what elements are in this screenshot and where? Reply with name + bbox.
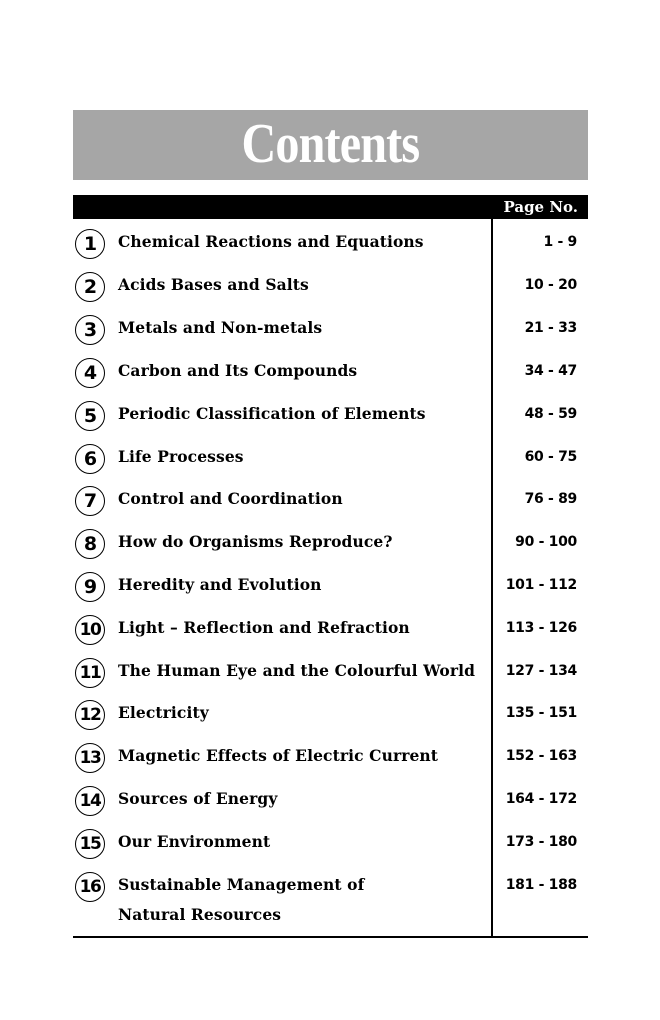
chapter-title — [118, 317, 322, 339]
chapter-title-text: Life Processes — [118, 447, 244, 466]
page-range: 1 - 9 — [543, 234, 577, 250]
chapter-number-badge: 12 — [75, 700, 105, 730]
chapter-title — [118, 531, 393, 553]
chapter-title — [118, 788, 277, 810]
chapter-number-badge: 4 — [75, 358, 105, 388]
chapter-number-badge: 10 — [75, 615, 105, 645]
chapter-number-badge: 13 — [75, 743, 105, 773]
chapter-number-badge: 14 — [75, 786, 105, 816]
chapter-title — [118, 231, 424, 253]
chapter-number-badge: 11 — [75, 658, 105, 688]
chapter-number-badge: 1 — [75, 229, 105, 259]
chapter-title-text: Magnetic Effects of Electric Current — [118, 746, 439, 765]
page-range: 90 - 100 — [515, 534, 577, 550]
page-range: 34 - 47 — [524, 363, 577, 379]
chapter-title-text: Control and Coordination — [118, 489, 343, 508]
chapter-title — [118, 403, 426, 425]
page-range: 113 - 126 — [505, 620, 577, 636]
page-range: 164 - 172 — [505, 791, 577, 807]
chapter-title — [118, 874, 364, 926]
chapter-title — [118, 274, 309, 296]
chapter-number-badge: 16 — [75, 872, 105, 902]
chapter-number-badge: 7 — [75, 486, 105, 516]
page-range: 10 - 20 — [524, 277, 577, 293]
chapter-title-text: Sources of Energy — [118, 789, 278, 808]
chapter-number-badge: 15 — [75, 829, 105, 859]
page-range: 152 - 163 — [505, 748, 577, 764]
header-bar — [73, 195, 588, 219]
page-range: 135 - 151 — [505, 705, 577, 721]
chapter-title — [118, 446, 244, 468]
chapter-title — [118, 488, 343, 510]
chapter-title-text: Periodic Classification of Elements — [118, 404, 426, 423]
page-range: 60 - 75 — [524, 449, 577, 465]
page-range: 127 - 134 — [505, 663, 577, 679]
title-band — [73, 110, 588, 180]
column-divider — [491, 219, 493, 937]
page-title: Contents — [241, 113, 420, 175]
page-range: 173 - 180 — [505, 834, 577, 850]
chapter-title-text: Metals and Non-metals — [118, 318, 323, 337]
chapter-title — [118, 745, 438, 767]
bottom-rule — [73, 936, 588, 938]
chapter-number-badge: 9 — [75, 572, 105, 602]
chapter-title-text: Electricity — [118, 703, 209, 722]
chapter-title-text: Acids Bases and Salts — [118, 275, 309, 294]
chapter-number-badge: 6 — [75, 444, 105, 474]
page-no-header: Page No. — [503, 198, 578, 216]
page-range: 181 - 188 — [505, 877, 577, 893]
page-range: 48 - 59 — [524, 406, 577, 422]
chapter-title — [118, 360, 357, 382]
chapter-title-text: Sustainable Management of — [118, 875, 365, 894]
chapter-title — [118, 574, 322, 596]
page-range: 76 - 89 — [524, 491, 577, 507]
chapter-title-text: The Human Eye and the Colourful World — [118, 661, 476, 680]
chapter-number-badge: 8 — [75, 529, 105, 559]
chapter-title — [118, 660, 475, 682]
chapter-title — [118, 831, 270, 853]
chapter-title — [118, 617, 410, 639]
page-range: 101 - 112 — [505, 577, 577, 593]
chapter-number-badge: 3 — [75, 315, 105, 345]
chapter-title-text: How do Organisms Reproduce? — [118, 532, 393, 551]
page-range: 21 - 33 — [524, 320, 577, 336]
chapter-title-text: Carbon and Its Compounds — [118, 361, 358, 380]
chapter-number-badge: 5 — [75, 401, 105, 431]
chapter-number-badge: 2 — [75, 272, 105, 302]
chapter-title-text-line2: Natural Resources — [118, 905, 282, 924]
chapter-title-text: Chemical Reactions and Equations — [118, 232, 424, 251]
chapter-title-text: Our Environment — [118, 832, 271, 851]
chapter-title — [118, 702, 209, 724]
chapter-title-text: Heredity and Evolution — [118, 575, 322, 594]
chapter-title-text: Light – Reflection and Refraction — [118, 618, 410, 637]
